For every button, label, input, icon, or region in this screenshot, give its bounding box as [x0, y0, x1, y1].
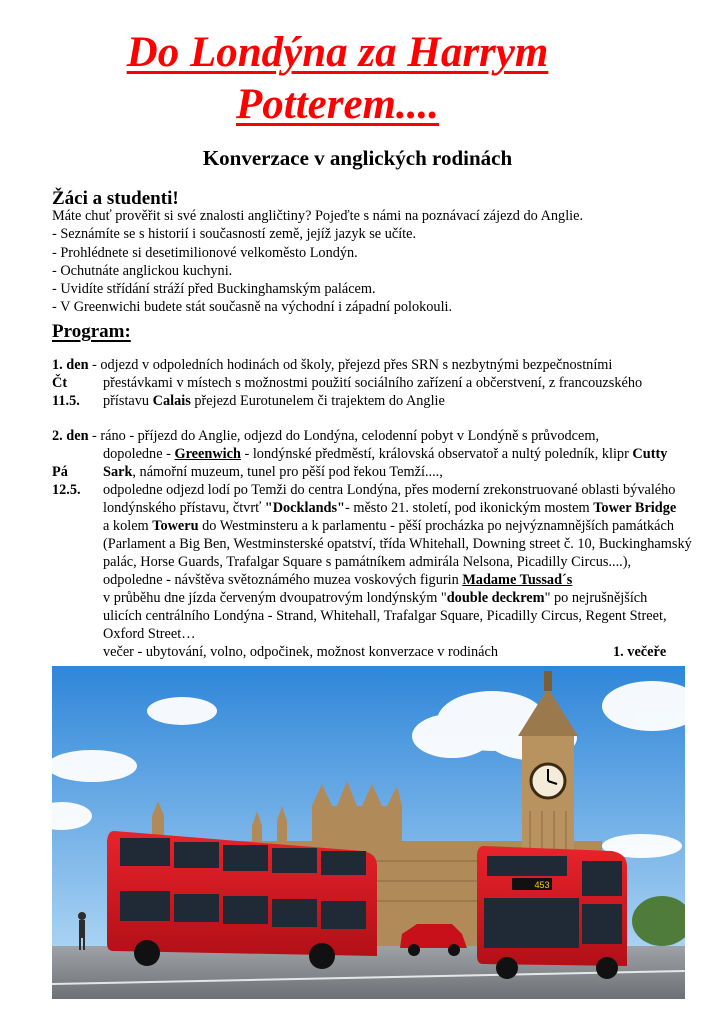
day-2-date: 12.5. — [52, 482, 81, 498]
day-2-line: Oxford Street… — [103, 626, 196, 642]
bus-number: 453 — [534, 880, 550, 890]
london-bus-photo — [52, 666, 685, 999]
intro-line: - Prohlédnete si desetimilionové velkoměsto Londýn. — [52, 244, 358, 261]
title-line-2: Potterem.... — [235, 81, 439, 128]
london-bus-illustration — [52, 666, 685, 999]
intro-line: - Ochutnáte anglickou kuchyni. — [52, 262, 233, 279]
day-2-dinner: 1. večeře — [613, 644, 667, 660]
intro-line: - V Greenwichi budete stát současně na východní i západní polokouli. — [52, 299, 453, 316]
program-heading: Program: — [52, 321, 131, 342]
day-2-label: 2. den — [52, 428, 89, 444]
day-1-label: 1. den — [52, 357, 89, 373]
day-2-line: (Parlament a Big Ben, Westminsterské opatství, třída Whitehall, Downing street č. 10, Buckinghamský — [103, 536, 692, 552]
day-2-line: - ráno - příjezd do Anglie, odjezd do Londýna, celodenní pobyt v Londýně s průvodcem, — [92, 428, 600, 444]
intro-line: - Seznámíte se s historií i současností země, jejíž jazyk se učíte. — [52, 226, 417, 243]
red-bus-left — [107, 831, 377, 969]
intro-heading: Žáci a studenti! — [52, 188, 179, 209]
day-2-line: palác, Horse Guards, Trafalgar Square s památníkem admirála Nelsona, Picadilly Circus....), — [103, 554, 632, 570]
intro-line: Máte chuť prověřit si své znalosti angličtiny? Pojeďte s námi na poznávací zájezd do Anglie. — [52, 208, 584, 224]
day-1-weekday: Čt — [52, 375, 68, 391]
day-2-line: odpoledne odjezd lodí po Temži do centra Londýna, přes moderní zrekonstruované oblasti bývalého — [103, 482, 676, 498]
day-2-weekday: Pá — [52, 464, 68, 480]
subtitle: Konverzace v anglických rodinách — [202, 146, 513, 170]
title-line-1: Do Londýna za Harrym — [126, 29, 549, 76]
day-1-line: - odjezd v odpoledních hodinách od školy, přejezd přes SRN s nezbytnými bezpečnostními — [92, 357, 613, 373]
day-2-line: londýnského přístavu, čtvrť "Docklands"- město 21. století, pod ikonickým mostem Tower Bridge — [103, 500, 677, 516]
intro-line: - Uvidíte střídání stráží před Buckinghamským palácem. — [52, 281, 376, 298]
day-2-line: a kolem Toweru do Westminsteru a k parlamentu - pěší procházka po nejvýznamnějších památkách — [103, 518, 674, 534]
intro-text — [52, 207, 583, 317]
day-1-line: přestávkami v místech s možnostmi použití sociálního zařízení a občerstvení, z francouzského — [103, 375, 643, 391]
day-2-line: dopoledne - Greenwich - londýnské předměstí, královská observatoř a nultý poledník, klipr Cutty — [103, 446, 668, 462]
day-1-line: přístavu Calais přejezd Eurotunelem či trajektem do Anglie — [103, 393, 445, 409]
red-bus-right — [477, 846, 627, 979]
day-1-date: 11.5. — [52, 393, 80, 409]
day-2-line: v průběhu dne jízda červeným dvoupatrovým londýnským "double deckrem" po nejrušnějších — [103, 590, 648, 606]
day-2-line: ulicích centrálního Londýna - Strand, Whitehall, Trafalgar Square, Picadilly Circus, Regent Street, — [103, 608, 667, 624]
day-2-line: odpoledne - návštěva světoznámého muzea voskových figurin Madame Tussad´s — [103, 572, 573, 588]
day-2-line: Sark, námořní muzeum, tunel pro pěší pod řekou Temží...., — [103, 464, 443, 480]
day-2-line: večer - ubytování, volno, odpočinek, možnost konverzace v rodinách — [103, 644, 499, 660]
